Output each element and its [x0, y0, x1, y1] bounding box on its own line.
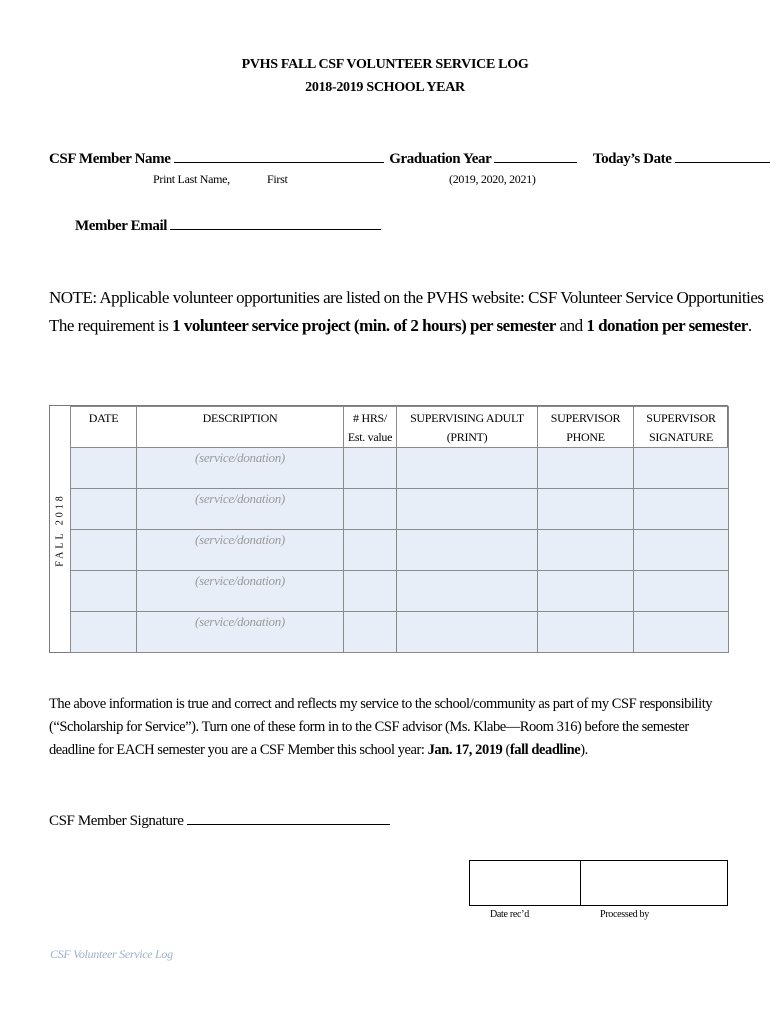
- certification-text: The above information is true and correct and reflects my service to the school/community as part of my CSF responsibility (“Scholarship for Service”). Turn one of these form in to the CSF advisor (Ms. Klabe—Room 316) before the semester deadline for EACH semester you are a CSF Member this school year:: [49, 696, 713, 758]
- member-name-field[interactable]: [174, 148, 384, 163]
- requirement-donation: 1 donation per semester: [586, 316, 748, 335]
- date-received-field[interactable]: [470, 861, 580, 905]
- semester-side-label: [50, 406, 70, 652]
- deadline-date: Jan. 17, 2019: [427, 742, 503, 758]
- name-hint-last: Print Last Name,: [153, 172, 230, 186]
- hours-cell[interactable]: [344, 571, 397, 612]
- supervisor-phone-cell[interactable]: [538, 489, 634, 530]
- member-email-row: [75, 215, 381, 235]
- table-row: [71, 571, 729, 612]
- supervisor-phone-cell[interactable]: [538, 530, 634, 571]
- todays-date-label: Today’s Date: [592, 151, 672, 167]
- col-supervisor-phone-header: SUPERVISOR PHONE: [538, 407, 634, 448]
- form-title: PVHS FALL CSF VOLUNTEER SERVICE LOG: [241, 57, 529, 72]
- deadline-label: fall deadline: [509, 742, 581, 758]
- table-row: [71, 530, 729, 571]
- col-description-header: DESCRIPTION: [137, 407, 344, 448]
- member-email-field[interactable]: [170, 215, 381, 230]
- footer-text: CSF Volunteer Service Log: [50, 947, 173, 961]
- deadline-open: (: [502, 742, 510, 758]
- col-date-header: DATE: [71, 407, 137, 448]
- date-cell[interactable]: [71, 571, 137, 612]
- date-cell[interactable]: [71, 612, 137, 653]
- processed-by-field[interactable]: [581, 861, 727, 905]
- supervising-adult-cell[interactable]: [397, 571, 538, 612]
- hours-cell[interactable]: [344, 530, 397, 571]
- supervisor-signature-cell[interactable]: [634, 448, 729, 489]
- signature-label: CSF Member Signature: [49, 813, 184, 829]
- member-name-label: CSF Member Name: [49, 151, 171, 167]
- signature-row: [49, 810, 390, 830]
- processed-by-label: Processed by: [600, 909, 649, 920]
- date-received-label: Date rec’d: [490, 909, 529, 920]
- table-header-row: [71, 407, 729, 448]
- col-supervisor-signature-header: SUPERVISOR SIGNATURE: [634, 407, 729, 448]
- description-cell[interactable]: (service/donation): [137, 489, 344, 530]
- supervisor-signature-cell[interactable]: [634, 489, 729, 530]
- name-hint-first: First: [267, 172, 288, 186]
- supervisor-phone-cell[interactable]: [538, 612, 634, 653]
- hours-cell[interactable]: [344, 448, 397, 489]
- table-row: [71, 448, 729, 489]
- semester-label: FALL 2018: [54, 493, 66, 567]
- date-cell[interactable]: [71, 489, 137, 530]
- member-name-row: [49, 148, 770, 168]
- supervisor-signature-cell[interactable]: [634, 571, 729, 612]
- supervising-adult-cell[interactable]: [397, 530, 538, 571]
- supervising-adult-cell[interactable]: [397, 489, 538, 530]
- date-cell[interactable]: [71, 530, 137, 571]
- description-cell[interactable]: (service/donation): [137, 612, 344, 653]
- col-hours-header: # HRS/ Est. value: [344, 407, 397, 448]
- member-email-label: Member Email: [75, 218, 167, 234]
- service-log-table: [70, 406, 729, 653]
- requirement-line: [49, 316, 752, 336]
- graduation-year-label: Graduation Year: [389, 151, 492, 167]
- requirement-project: 1 volunteer service project (min. of 2 hours) per semester: [172, 316, 556, 335]
- col-supervising-adult-header: SUPERVISING ADULT (PRINT): [397, 407, 538, 448]
- supervising-adult-cell[interactable]: [397, 448, 538, 489]
- supervisor-phone-cell[interactable]: [538, 571, 634, 612]
- requirement-prefix: The requirement is: [49, 316, 173, 335]
- hours-cell[interactable]: [344, 489, 397, 530]
- requirement-and: and: [555, 316, 587, 335]
- graduation-year-field[interactable]: [494, 148, 577, 163]
- description-cell[interactable]: (service/donation): [137, 571, 344, 612]
- todays-date-field[interactable]: [675, 148, 770, 163]
- supervisor-signature-cell[interactable]: [634, 530, 729, 571]
- graduation-year-hint: (2019, 2020, 2021): [449, 172, 536, 186]
- note-line: NOTE: Applicable volunteer opportunities are listed on the PVHS website: CSF Volunteer Service Opportunities: [49, 288, 764, 307]
- signature-field[interactable]: [187, 810, 390, 825]
- hours-cell[interactable]: [344, 612, 397, 653]
- table-row: [71, 612, 729, 653]
- school-year: 2018-2019 SCHOOL YEAR: [305, 80, 465, 95]
- service-log-table-frame: [49, 405, 728, 653]
- table-row: [71, 489, 729, 530]
- description-cell[interactable]: (service/donation): [137, 530, 344, 571]
- requirement-suffix: .: [747, 316, 752, 335]
- office-use-box: [469, 860, 728, 906]
- date-cell[interactable]: [71, 448, 137, 489]
- supervisor-signature-cell[interactable]: [634, 612, 729, 653]
- deadline-close: ).: [580, 742, 588, 758]
- description-cell[interactable]: (service/donation): [137, 448, 344, 489]
- supervisor-phone-cell[interactable]: [538, 448, 634, 489]
- certification-paragraph: [49, 693, 729, 762]
- supervising-adult-cell[interactable]: [397, 612, 538, 653]
